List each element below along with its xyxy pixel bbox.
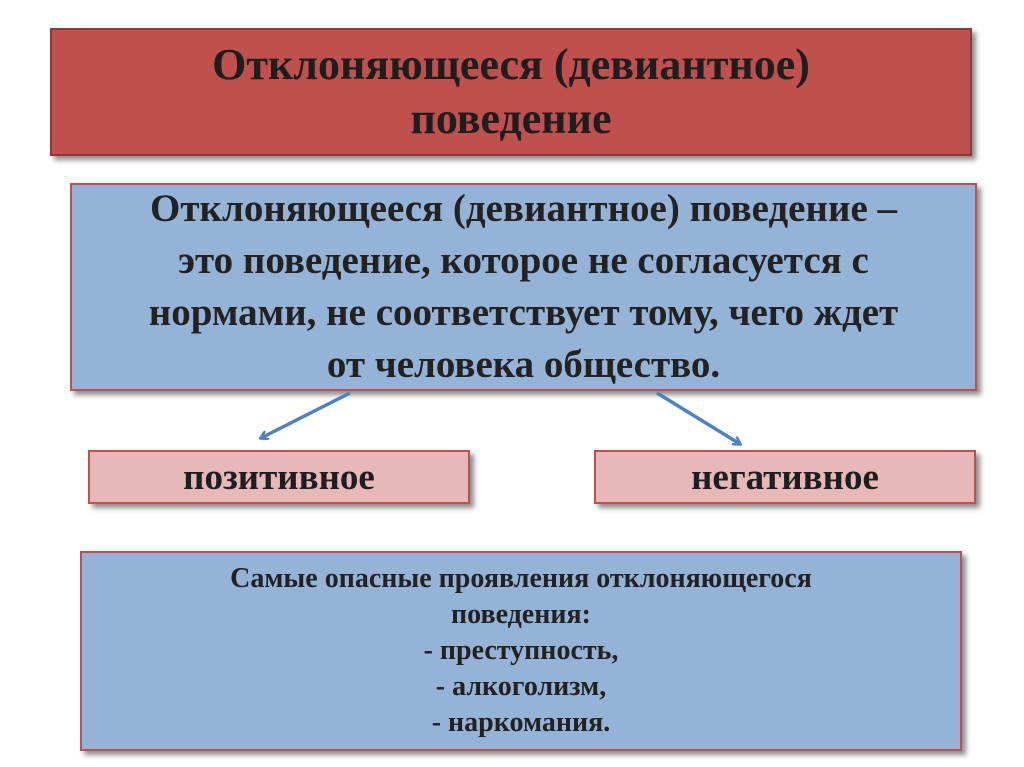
- dangers-box: [80, 551, 962, 751]
- title-box: [50, 28, 972, 156]
- dangers-line: поведения:: [451, 599, 591, 630]
- definition-line: это поведение, которое не согласуется с: [178, 239, 869, 282]
- dangers-line: - преступность,: [423, 635, 619, 666]
- definition-line: от человека общество.: [326, 343, 721, 386]
- dangers-line: Самые опасные проявления отклоняющегося: [230, 563, 812, 594]
- definition-line: нормами, не соответствует тому, чего ждет: [148, 291, 899, 334]
- positive-behavior-box: позитивное: [88, 450, 470, 504]
- dangers-line: - алкоголизм,: [435, 671, 607, 702]
- arrow-to-negative: [657, 393, 740, 444]
- definition-box: [70, 183, 977, 391]
- title-line-2: поведение: [410, 94, 612, 143]
- dangers-line: - наркомания.: [431, 707, 611, 738]
- negative-behavior-box: негативное: [594, 450, 976, 504]
- definition-line: Отклоняющееся (девиантное) поведение –: [150, 187, 897, 230]
- title-line-1: Отклоняющееся (девиантное): [212, 40, 810, 89]
- arrow-to-positive: [261, 393, 350, 438]
